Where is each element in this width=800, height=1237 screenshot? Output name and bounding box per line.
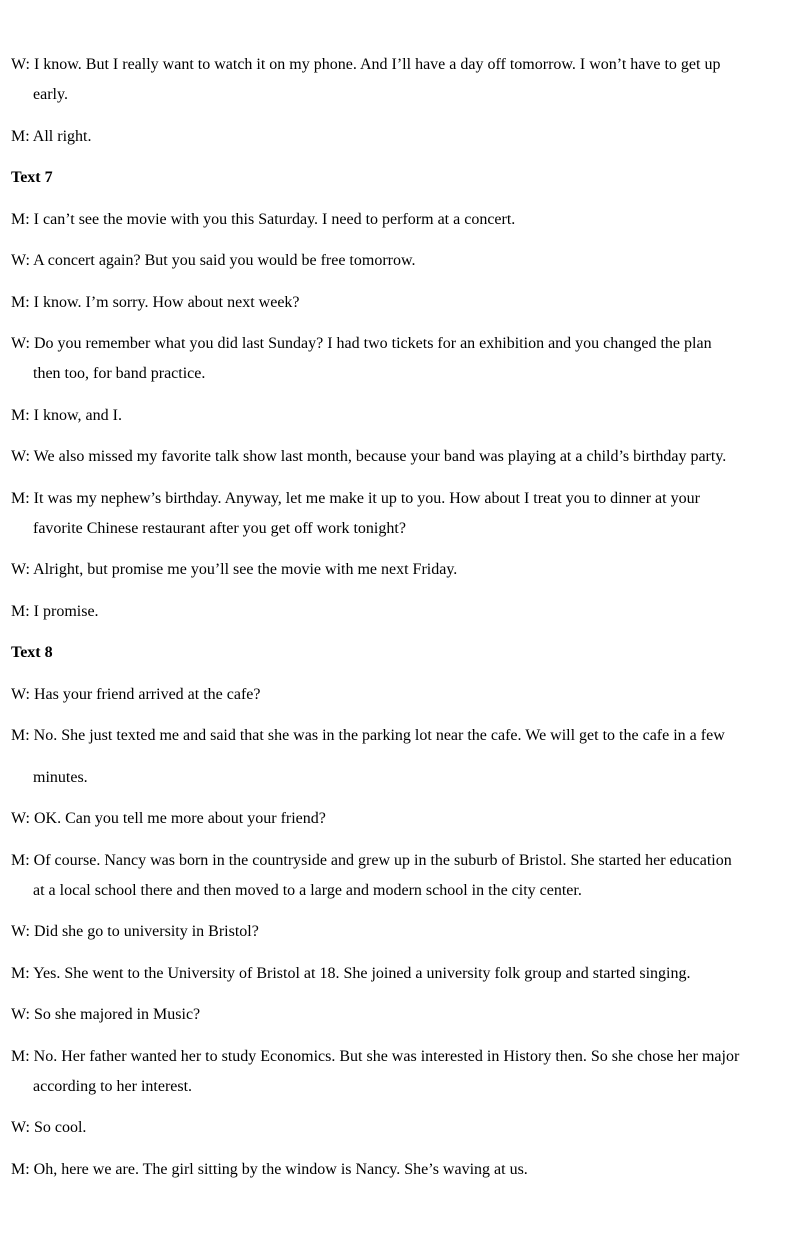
- dialogue-line: W: A concert again? But you said you would be free tomorrow.: [11, 252, 416, 269]
- dialogue-block-w: [11, 50, 792, 110]
- dialogue-line: W: I know. But I really want to watch it on my phone. And I’ll have a day off tomorrow. I won’t have to get up: [11, 56, 721, 73]
- dialogue-block-w: [11, 680, 792, 710]
- dialogue-block-w: [11, 442, 792, 472]
- continuation-line: then too, for band practice.: [33, 365, 206, 382]
- dialogue-line: W: Did she go to university in Bristol?: [11, 923, 259, 940]
- dialogue-line: W: OK. Can you tell me more about your friend?: [11, 810, 326, 827]
- dialogue-block-w: [11, 246, 792, 276]
- continuation-line: at a local school there and then moved to a large and modern school in the city center.: [33, 881, 582, 899]
- dialogue-line: M: Oh, here we are. The girl sitting by the window is Nancy. She’s waving at us.: [11, 1160, 528, 1178]
- dialogue-block-m: [11, 597, 792, 627]
- dialogue-block-w: [11, 804, 792, 834]
- dialogue-block-m: [11, 484, 792, 544]
- dialogue-block-m: [11, 959, 792, 989]
- dialogue-line: M: I know. I’m sorry. How about next week?: [11, 293, 300, 311]
- dialogue-line: W: Do you remember what you did last Sunday? I had two tickets for an exhibition and you changed the plan: [11, 335, 712, 352]
- section-heading: [11, 163, 792, 193]
- dialogue-line: M: No. She just texted me and said that she was in the parking lot near the cafe. We will get to the cafe in a few: [11, 727, 725, 744]
- dialogue-block-w: [11, 1000, 792, 1030]
- dialogue-block-m: [11, 1155, 792, 1185]
- continuation-line: according to her interest.: [33, 1077, 193, 1095]
- dialogue-block-w: [11, 329, 792, 389]
- dialogue-line: M: No. Her father wanted her to study Economics. But she was interested in History then. So she chose her major: [11, 1047, 740, 1065]
- dialogue-block-m: [11, 846, 792, 906]
- dialogue-block-m: [11, 721, 792, 793]
- dialogue-line: W: We also missed my favorite talk show last month, because your band was playing at a child’s birthday party.: [11, 448, 727, 465]
- dialogue-line: M: I can’t see the movie with you this Saturday. I need to perform at a concert.: [11, 210, 516, 228]
- dialogue-line: W: Alright, but promise me you’ll see the movie with me next Friday.: [11, 561, 458, 578]
- dialogue-block-m: [11, 1042, 792, 1102]
- dialogue-line: M: I know, and I.: [11, 406, 122, 424]
- dialogue-line: M: All right.: [11, 127, 92, 145]
- dialogue-line: W: Has your friend arrived at the cafe?: [11, 685, 261, 703]
- dialogue-block-w: [11, 555, 792, 585]
- dialogue-line: M: Of course. Nancy was born in the countryside and grew up in the suburb of Bristol. She started her education: [11, 851, 732, 869]
- dialogue-line: M: Yes. She went to the University of Bristol at 18. She joined a university folk group and started singing.: [11, 964, 691, 982]
- continuation-line: favorite Chinese restaurant after you get off work tonight?: [33, 519, 406, 537]
- dialogue-block-w: [11, 917, 792, 947]
- transcript: [11, 50, 792, 1185]
- dialogue-line: W: So she majored in Music?: [11, 1006, 201, 1023]
- dialogue-line: M: It was my nephew’s birthday. Anyway, let me make it up to you. How about I treat you to dinner at your: [11, 489, 700, 507]
- heading-line: Text 7: [11, 169, 53, 186]
- dialogue-line: W: So cool.: [11, 1119, 87, 1136]
- heading-line: Text 8: [11, 644, 53, 661]
- section-heading: [11, 638, 792, 668]
- dialogue-block-w: [11, 1113, 792, 1143]
- continuation-line: minutes.: [33, 768, 88, 786]
- continuation-line: early.: [33, 86, 68, 103]
- dialogue-block-m: [11, 205, 792, 235]
- dialogue-block-m: [11, 401, 792, 431]
- dialogue-block-m: [11, 288, 792, 318]
- dialogue-line: M: I promise.: [11, 602, 99, 620]
- dialogue-block-m: [11, 122, 792, 152]
